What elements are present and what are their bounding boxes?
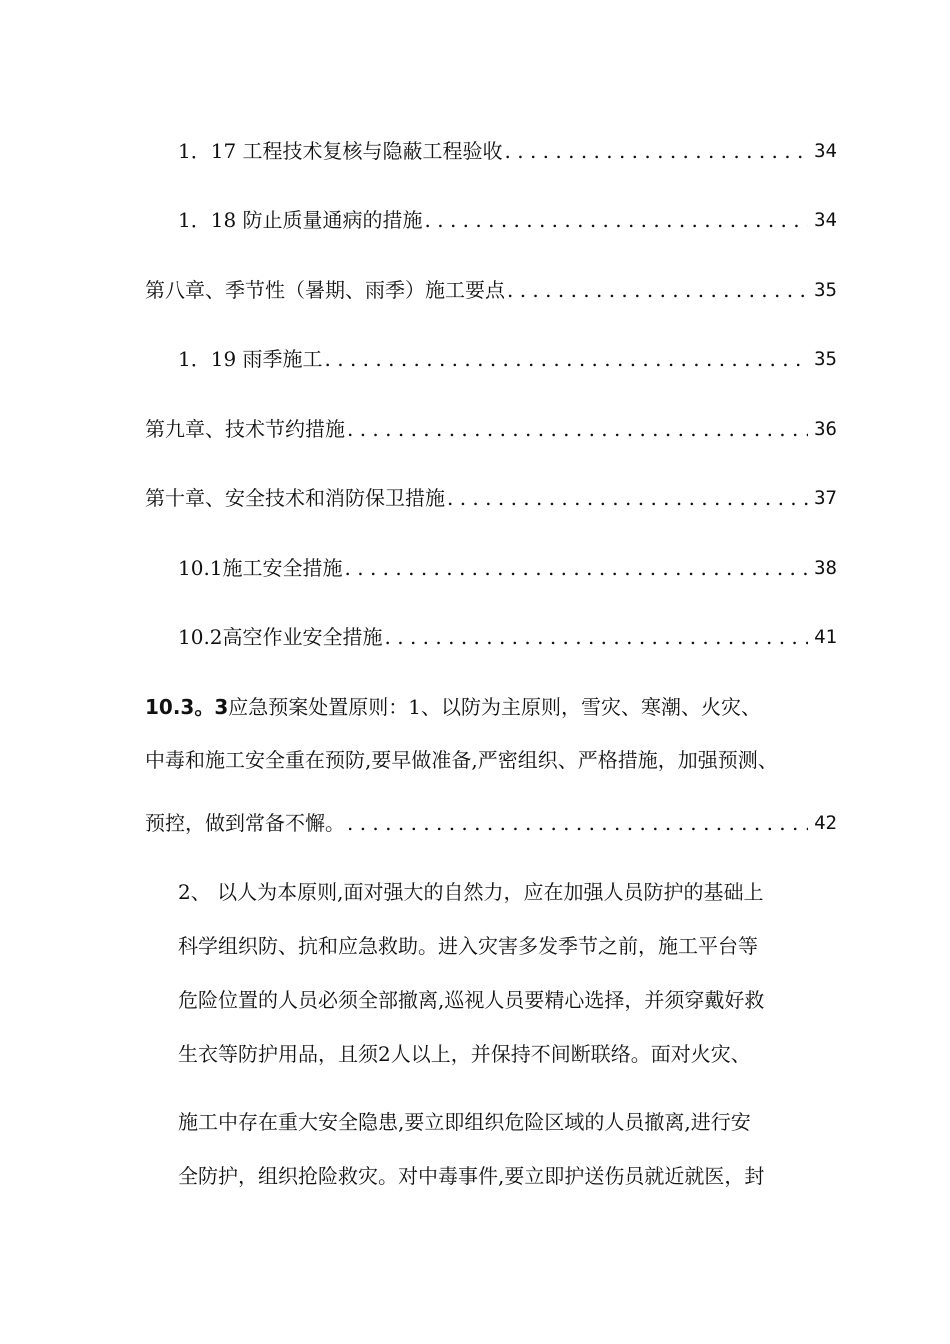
- toc-dot-leader: [507, 275, 808, 305]
- toc-entry-chapter[interactable]: [145, 275, 837, 305]
- toc-dot-leader: [425, 205, 809, 235]
- toc-entry-chapter[interactable]: [145, 483, 837, 513]
- toc-dot-leader: [345, 553, 809, 583]
- toc-entry[interactable]: [178, 344, 837, 374]
- emergency-line-text: 应急预案处置原则：1、以防为主原则，雪灾、寒潮、火灾、: [228, 695, 761, 719]
- paragraph-line: 生衣等防护用品，且须2人以上，并保持不间断联络。面对火灾、: [178, 1042, 751, 1066]
- toc-entry-title: 预控，做到常备不懈。: [145, 811, 345, 835]
- toc-page-number: 35: [814, 279, 837, 301]
- toc-dot-leader: [447, 483, 808, 513]
- toc-entry[interactable]: [178, 622, 837, 652]
- toc-entry[interactable]: [178, 136, 837, 166]
- toc-entry-title: 1．18 防止质量通病的措施: [178, 208, 423, 232]
- toc-entry-title: 1．19 雨季施工: [178, 347, 323, 371]
- toc-entry-chapter[interactable]: [145, 414, 837, 444]
- toc-entry-title: 第八章、季节性（暑期、雨季）施工要点: [145, 278, 505, 302]
- toc-page-number: 41: [814, 626, 837, 648]
- toc-page-number: 38: [814, 557, 837, 579]
- toc-page-number: 35: [814, 348, 837, 370]
- toc-dot-leader: [347, 808, 808, 838]
- section-number: 10.3。3: [145, 695, 229, 719]
- paragraph-line: 危险位置的人员必须全部撤离,巡视人员要精心选择，并须穿戴好救: [178, 988, 765, 1012]
- toc-entry-title: 第十章、安全技术和消防保卫措施: [145, 486, 445, 510]
- toc-page-number: 36: [814, 418, 837, 440]
- emergency-line-text: 中毒和施工安全重在预防,要早做准备,严密组织、严格措施，加强预测、: [145, 748, 778, 772]
- emergency-line: [145, 744, 845, 776]
- toc-dot-leader: [325, 344, 809, 374]
- paragraph-line: 施工中存在重大安全隐患,要立即组织危险区域的人员撤离,进行安: [178, 1110, 751, 1134]
- toc-entry-title: 10.1施工安全措施: [178, 556, 343, 580]
- toc-entry[interactable]: [178, 553, 837, 583]
- toc-dot-leader: [505, 136, 809, 166]
- toc-dot-leader: [347, 414, 808, 444]
- toc-entry-title: 10.2高空作业安全措施: [178, 625, 383, 649]
- toc-page-number: 34: [814, 209, 837, 231]
- toc-page-number: 37: [814, 487, 837, 509]
- toc-entry-emergency[interactable]: [145, 808, 837, 838]
- toc-entry-title: 1．17 工程技术复核与隐蔽工程验收: [178, 139, 503, 163]
- toc-entry[interactable]: [178, 205, 837, 235]
- toc-page-number: 34: [814, 140, 837, 162]
- paragraph-line: 2、 以人为本原则,面对强大的自然力，应在加强人员防护的基础上: [178, 880, 764, 904]
- toc-page-number: 42: [814, 812, 837, 834]
- toc-dot-leader: [385, 622, 809, 652]
- paragraph-line: 全防护，组织抢险救灾。对中毒事件,要立即护送伤员就近就医，封: [178, 1164, 765, 1188]
- emergency-heading-line: [145, 691, 845, 723]
- toc-entry-title: 第九章、技术节约措施: [145, 417, 345, 441]
- paragraph-line: 科学组织防、抗和应急救助。进入灾害多发季节之前，施工平台等: [178, 934, 758, 958]
